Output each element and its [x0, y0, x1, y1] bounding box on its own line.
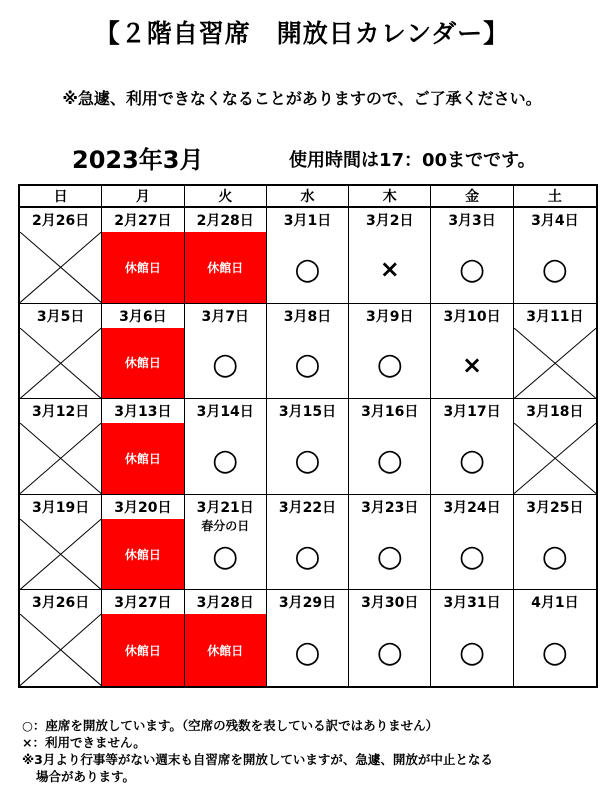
- calendar-day-cell: [349, 304, 431, 400]
- weekday-header: 日: [20, 186, 102, 208]
- day-date: 3月1日: [283, 213, 332, 229]
- day-date: 3月27日: [114, 595, 172, 612]
- weekday-header: 火: [185, 186, 267, 208]
- legend: [22, 717, 592, 785]
- calendar-day-cell: [431, 590, 513, 686]
- legend-weekend-note: ※3月より行事等がない週末も自習席を開放していますが、急遽、開放が中止となる: [22, 752, 493, 767]
- calendar-day-cell: [514, 495, 596, 591]
- open-circle-icon: ○: [376, 634, 403, 670]
- calendar-day-cell: [185, 399, 267, 495]
- calendar-grid: [18, 184, 598, 688]
- calendar-day-cell: [102, 399, 184, 495]
- closed-day-badge: 休館日: [102, 328, 183, 399]
- closed-day-badge: 休館日: [185, 232, 266, 303]
- calendar-day-cell: [102, 304, 184, 400]
- calendar-day-cell: [431, 399, 513, 495]
- open-circle-icon: ○: [376, 538, 403, 574]
- day-date: 3月30日: [361, 595, 419, 612]
- calendar-day-cell: [267, 304, 349, 400]
- day-date: 3月8日: [283, 308, 332, 325]
- weekday-header: 金: [431, 186, 513, 208]
- calendar-day-cell: [20, 399, 102, 495]
- day-date: 3月17日: [443, 404, 501, 421]
- calendar-day-cell: [20, 304, 102, 400]
- month-label: 2023年3月: [72, 146, 204, 174]
- no-service-cross-icon: [514, 328, 596, 399]
- calendar-day-cell: [185, 495, 267, 591]
- day-date: 3月21日: [196, 499, 254, 516]
- calendar-day-cell: [514, 208, 596, 304]
- calendar-day-cell: [267, 495, 349, 591]
- calendar-day-cell: [20, 495, 102, 591]
- calendar-day-cell: [20, 590, 102, 686]
- open-circle-icon: ○: [294, 251, 321, 287]
- no-service-cross-icon: [20, 614, 101, 686]
- open-circle-icon: ○: [294, 347, 321, 383]
- calendar-day-cell: [102, 208, 184, 304]
- calendar-day-cell: [267, 208, 349, 304]
- open-circle-icon: ○: [212, 538, 239, 574]
- calendar-day-cell: [349, 495, 431, 591]
- open-circle-icon: ○: [458, 442, 486, 478]
- day-date: 2月26日: [32, 213, 90, 229]
- day-date: 3月19日: [32, 499, 90, 516]
- open-circle-icon: ○: [541, 634, 568, 670]
- closed-day-badge: 休館日: [102, 423, 183, 494]
- calendar-day-cell: [431, 495, 513, 591]
- weekday-header: 木: [349, 186, 431, 208]
- open-circle-icon: ○: [458, 251, 486, 287]
- day-date: 4月1日: [531, 595, 579, 612]
- day-date: 3月13日: [114, 404, 172, 421]
- day-date: 3月11日: [526, 308, 584, 325]
- no-service-cross-icon: [20, 232, 101, 303]
- unavailable-cross-icon: ×: [462, 350, 483, 379]
- no-service-cross-icon: [20, 328, 101, 399]
- day-date: 3月4日: [531, 213, 579, 229]
- calendar-day-cell: [102, 495, 184, 591]
- open-circle-icon: ○: [541, 538, 568, 574]
- hours-label: 使用時間は17：00までです。: [289, 150, 536, 171]
- calendar-day-cell: [514, 399, 596, 495]
- day-date: 3月31日: [443, 595, 501, 612]
- day-date: 3月18日: [526, 404, 584, 421]
- day-date: 3月2日: [366, 213, 414, 229]
- weekday-header: 水: [267, 186, 349, 208]
- no-service-cross-icon: [514, 423, 596, 494]
- day-date: 3月15日: [278, 404, 337, 421]
- day-date: 3月12日: [32, 404, 90, 421]
- unavailable-cross-icon: ×: [379, 255, 400, 284]
- closed-day-badge: 休館日: [185, 614, 266, 686]
- open-circle-icon: ○: [212, 347, 239, 383]
- day-date: 3月26日: [32, 595, 90, 612]
- day-date: 3月16日: [361, 404, 419, 421]
- day-date: 3月6日: [119, 308, 167, 325]
- legend-unavailable: ×：利用できません。: [22, 735, 146, 750]
- day-date: 3月29日: [278, 595, 337, 612]
- legend-open: ○：座席を開放しています。（空席の残数を表している訳ではありません）: [22, 718, 439, 733]
- open-circle-icon: ○: [376, 442, 403, 478]
- day-date: 3月20日: [114, 499, 172, 516]
- open-circle-icon: ○: [458, 634, 486, 670]
- open-circle-icon: ○: [541, 251, 568, 287]
- day-date: 3月28日: [196, 595, 254, 612]
- day-date: 3月25日: [526, 499, 584, 516]
- open-circle-icon: ○: [212, 442, 239, 478]
- notice-text: ※急遽、利用できなくなることがありますので、ご了承ください。: [62, 89, 542, 108]
- open-circle-icon: ○: [294, 538, 321, 574]
- day-date: 3月22日: [278, 499, 337, 516]
- closed-day-badge: 休館日: [102, 519, 183, 590]
- no-service-cross-icon: [20, 423, 101, 494]
- calendar-day-cell: [349, 399, 431, 495]
- day-date: 3月3日: [448, 213, 496, 229]
- calendar-day-cell: [102, 590, 184, 686]
- weekday-header: 月: [102, 186, 184, 208]
- open-circle-icon: ○: [376, 347, 403, 383]
- closed-day-badge: 休館日: [102, 614, 183, 686]
- open-circle-icon: ○: [294, 442, 321, 478]
- holiday-note: 春分の日: [201, 518, 250, 533]
- open-circle-icon: ○: [294, 634, 321, 670]
- calendar-day-cell: [185, 304, 267, 400]
- closed-day-badge: 休館日: [102, 232, 183, 303]
- day-date: 3月9日: [366, 308, 414, 325]
- calendar-day-cell: [185, 590, 267, 686]
- day-date: 3月14日: [196, 404, 254, 421]
- calendar-day-cell: [431, 208, 513, 304]
- calendar-day-cell: [349, 590, 431, 686]
- day-date: 3月24日: [443, 499, 501, 516]
- calendar-day-cell: [20, 208, 102, 304]
- weekday-header: 土: [514, 186, 596, 208]
- calendar-day-cell: [267, 590, 349, 686]
- calendar-day-cell: [431, 304, 513, 400]
- no-service-cross-icon: [20, 519, 101, 590]
- day-date: 3月7日: [201, 308, 249, 325]
- calendar-day-cell: [514, 304, 596, 400]
- calendar-day-cell: [185, 208, 267, 304]
- day-date: 3月23日: [361, 499, 419, 516]
- open-circle-icon: ○: [458, 538, 486, 574]
- calendar-day-cell: [514, 590, 596, 686]
- day-date: 2月28日: [196, 213, 254, 229]
- day-date: 3月5日: [36, 308, 85, 325]
- page-title: 【２階自習席 開放日カレンダー】: [94, 19, 510, 48]
- day-date: 3月10日: [443, 308, 501, 325]
- calendar-day-cell: [267, 399, 349, 495]
- calendar-day-cell: [349, 208, 431, 304]
- day-date: 2月27日: [114, 213, 172, 229]
- legend-weekend-note-cont: 場合があります。: [36, 769, 136, 784]
